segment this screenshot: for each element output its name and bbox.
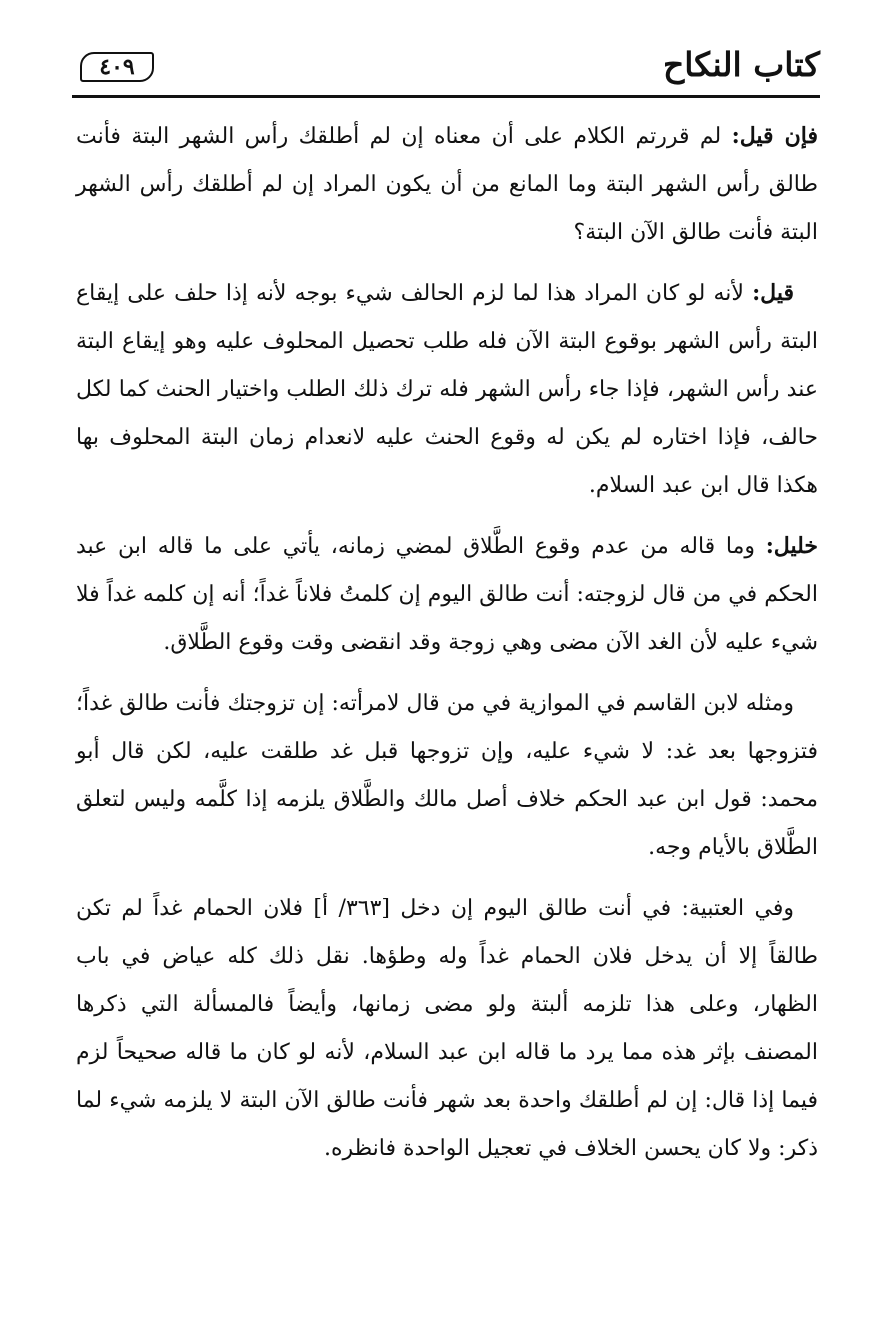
paragraph-3-text: وما قاله من عدم وقوع الطَّلاق لمضي زمانه، يأتي على ما قاله ابن عبد الحكم في من قال لزوجته: أنت طالق اليوم إن كلمتُ فلاناً غداً؛ أنه إن كلمه غداً فلا شيء عليه لأن الغد الآن مضى وهي زوجة وقد انقضى وقت وقوع الطَّلاق.	[76, 534, 818, 655]
paragraph-5-text: وفي العتبية: في أنت طالق اليوم إن دخل [٣٦٣/ أ] فلان الحمام غداً لم تكن طالقاً إلا أن يدخل فلان الحمام غداً وله وطؤها. نقل ذلك كله عياض في باب الظهار، وعلى هذا تلزمه ألبتة ولو مضى زمانها، وأيضاً فالمسألة التي ذكرها المصنف بإثر هذه مما يرد ما قاله ابن عبد السلام، لأنه لو كان ما قاله صحيحاً لزم فيما إذا قال: إن لم أطلقك واحدة بعد شهر فأنت طالق الآن البتة لا يلزمه شيء لما ذكر: ولا كان يحسن الخلاف في تعجيل الواحدة فانظره.	[76, 896, 818, 1161]
paragraph-1	[76, 112, 818, 257]
paragraph-3	[76, 522, 818, 667]
header-divider	[72, 95, 820, 98]
paragraph-4	[76, 679, 818, 872]
paragraph-5	[76, 884, 818, 1173]
paragraph-1-text: لم قررتم الكلام على أن معناه إن لم أطلقك رأس الشهر البتة فأنت طالق رأس الشهر البتة وما المانع من أن يكون المراد إن لم أطلقك رأس الشهر البتة فأنت طالق الآن البتة؟	[76, 124, 818, 245]
paragraph-4-text: ومثله لابن القاسم في الموازية في من قال لامرأته: إن تزوجتك فأنت طالق غداً؛ فتزوجها بعد غد: لا شيء عليه، وإن تزوجها قبل غد طلقت عليه، لكن قال أبو محمد: قول ابن عبد الحكم خلاف أصل مالك والطَّلاق يلزمه إذا كلَّمه وليس لتعلق الطَّلاق بالأيام وجه.	[76, 691, 818, 860]
paragraph-2-lead: قيل:	[752, 280, 794, 306]
page-number: ٤٠٩	[99, 54, 135, 80]
paragraph-3-lead: خليل:	[765, 533, 818, 559]
chapter-title: كتاب النكاح	[662, 45, 820, 84]
paragraph-1-lead: فإن قيل:	[731, 123, 818, 149]
paragraph-2	[76, 269, 818, 510]
page-header	[72, 40, 820, 98]
page-body	[76, 112, 818, 1185]
paragraph-2-text: لأنه لو كان المراد هذا لما لزم الحالف شيء بوجه لأنه إذا حلف على إيقاع البتة رأس الشهر بوقوع البتة الآن فله طلب تحصيل المحلوف عليه وهو إيقاع البتة عند رأس الشهر، فإذا جاء رأس الشهر فله ترك ذلك الطلب واختيار الحنث كما لكل حالف، فإذا اختاره لم يكن له وقوع الحنث عليه لانعدام زمان البتة المحلوف بها هكذا قال ابن عبد السلام.	[76, 281, 818, 498]
page-number-frame	[80, 52, 154, 82]
